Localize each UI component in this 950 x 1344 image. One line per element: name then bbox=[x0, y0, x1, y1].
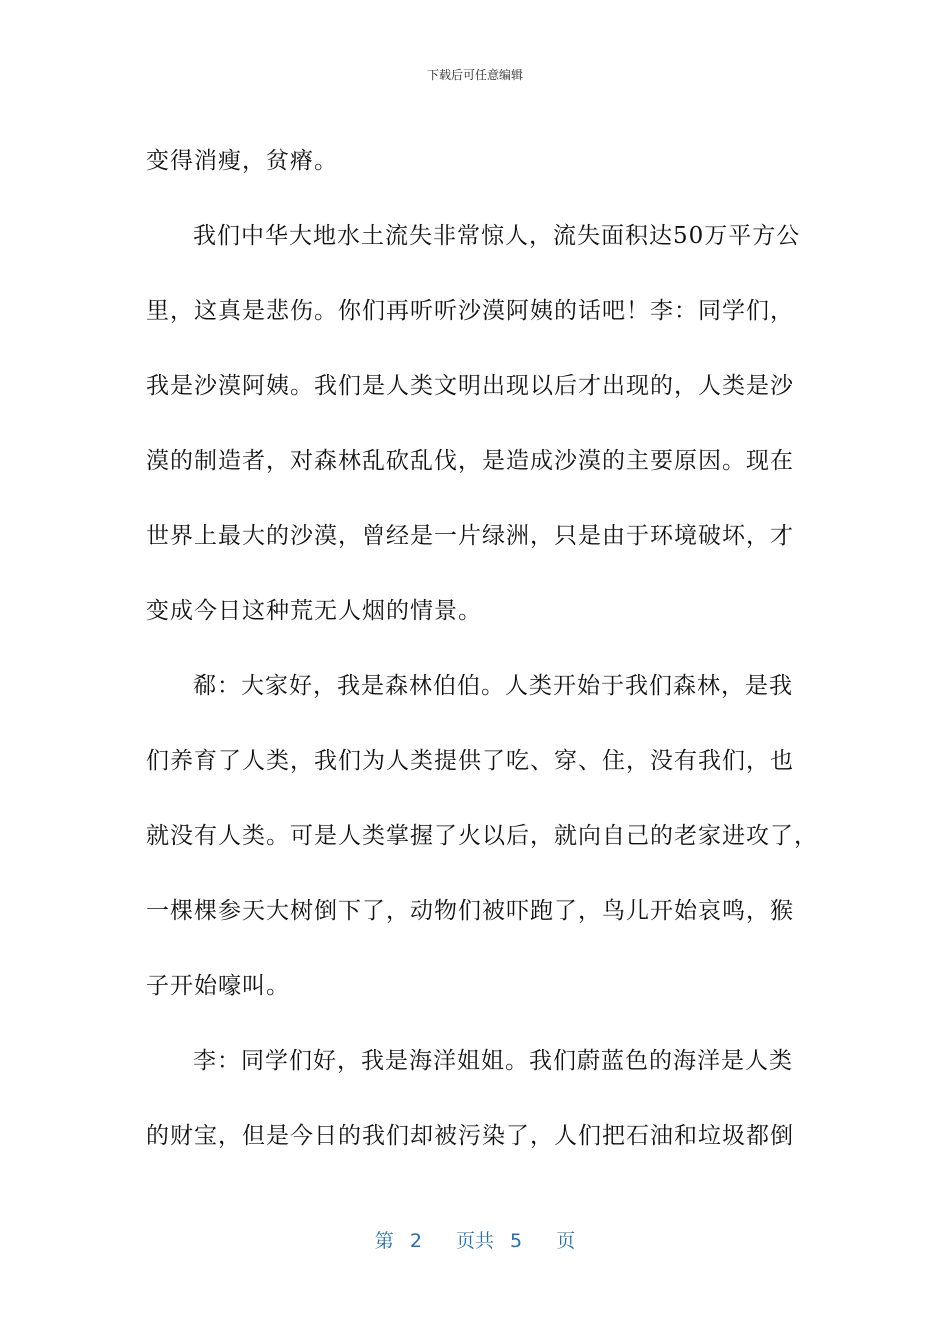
page-number-footer bbox=[0, 1226, 950, 1253]
paragraph-line: 变成今日这种荒无人烟的情景。 bbox=[146, 598, 482, 624]
paragraph-line: 们养育了人类，我们为人类提供了吃、穿、住，没有我们，也 bbox=[146, 748, 794, 774]
paragraph-line: 我是沙漠阿姨。我们是人类文明出现以后才出现的，人类是沙 bbox=[146, 373, 794, 399]
footer-total-pages: 5 bbox=[510, 1230, 523, 1252]
paragraph-line: 郗：大家好，我是森林伯伯。人类开始于我们森林，是我 bbox=[193, 673, 793, 699]
paragraph-line: 的财宝，但是今日的我们却被污染了，人们把石油和垃圾都倒 bbox=[146, 1123, 794, 1149]
document-body bbox=[146, 124, 818, 1174]
footer-middle: 页共 bbox=[455, 1230, 494, 1252]
paragraph-line: 一棵棵参天大树倒下了，动物们被吓跑了，鸟儿开始哀鸣，猴 bbox=[146, 898, 794, 924]
paragraph-line: 子开始嚎叫。 bbox=[146, 973, 290, 999]
footer-suffix: 页 bbox=[556, 1230, 576, 1252]
footer-prefix: 第 bbox=[374, 1230, 394, 1252]
paragraph-line: 变得消瘦，贫瘠。 bbox=[146, 148, 338, 174]
paragraph-line: 李：同学们好，我是海洋姐姐。我们蔚蓝色的海洋是人类 bbox=[193, 1048, 793, 1074]
paragraph-line: 我们中华大地水土流失非常惊人，流失面积达50万平方公 bbox=[193, 223, 801, 249]
paragraph-line: 里，这真是悲伤。你们再听听沙漠阿姨的话吧！李：同学们， bbox=[146, 298, 794, 324]
page-header-note: 下载后可任意编辑 bbox=[426, 68, 523, 82]
paragraph-line: 就没有人类。可是人类掌握了火以后，就向自己的老家进攻了， bbox=[146, 823, 818, 849]
paragraph-line: 世界上最大的沙漠，曾经是一片绿洲，只是由于环境破坏，才 bbox=[146, 523, 794, 549]
paragraph-line: 漠的制造者，对森林乱砍乱伐，是造成沙漠的主要原因。现在 bbox=[146, 448, 794, 474]
footer-current-page: 2 bbox=[409, 1230, 422, 1252]
